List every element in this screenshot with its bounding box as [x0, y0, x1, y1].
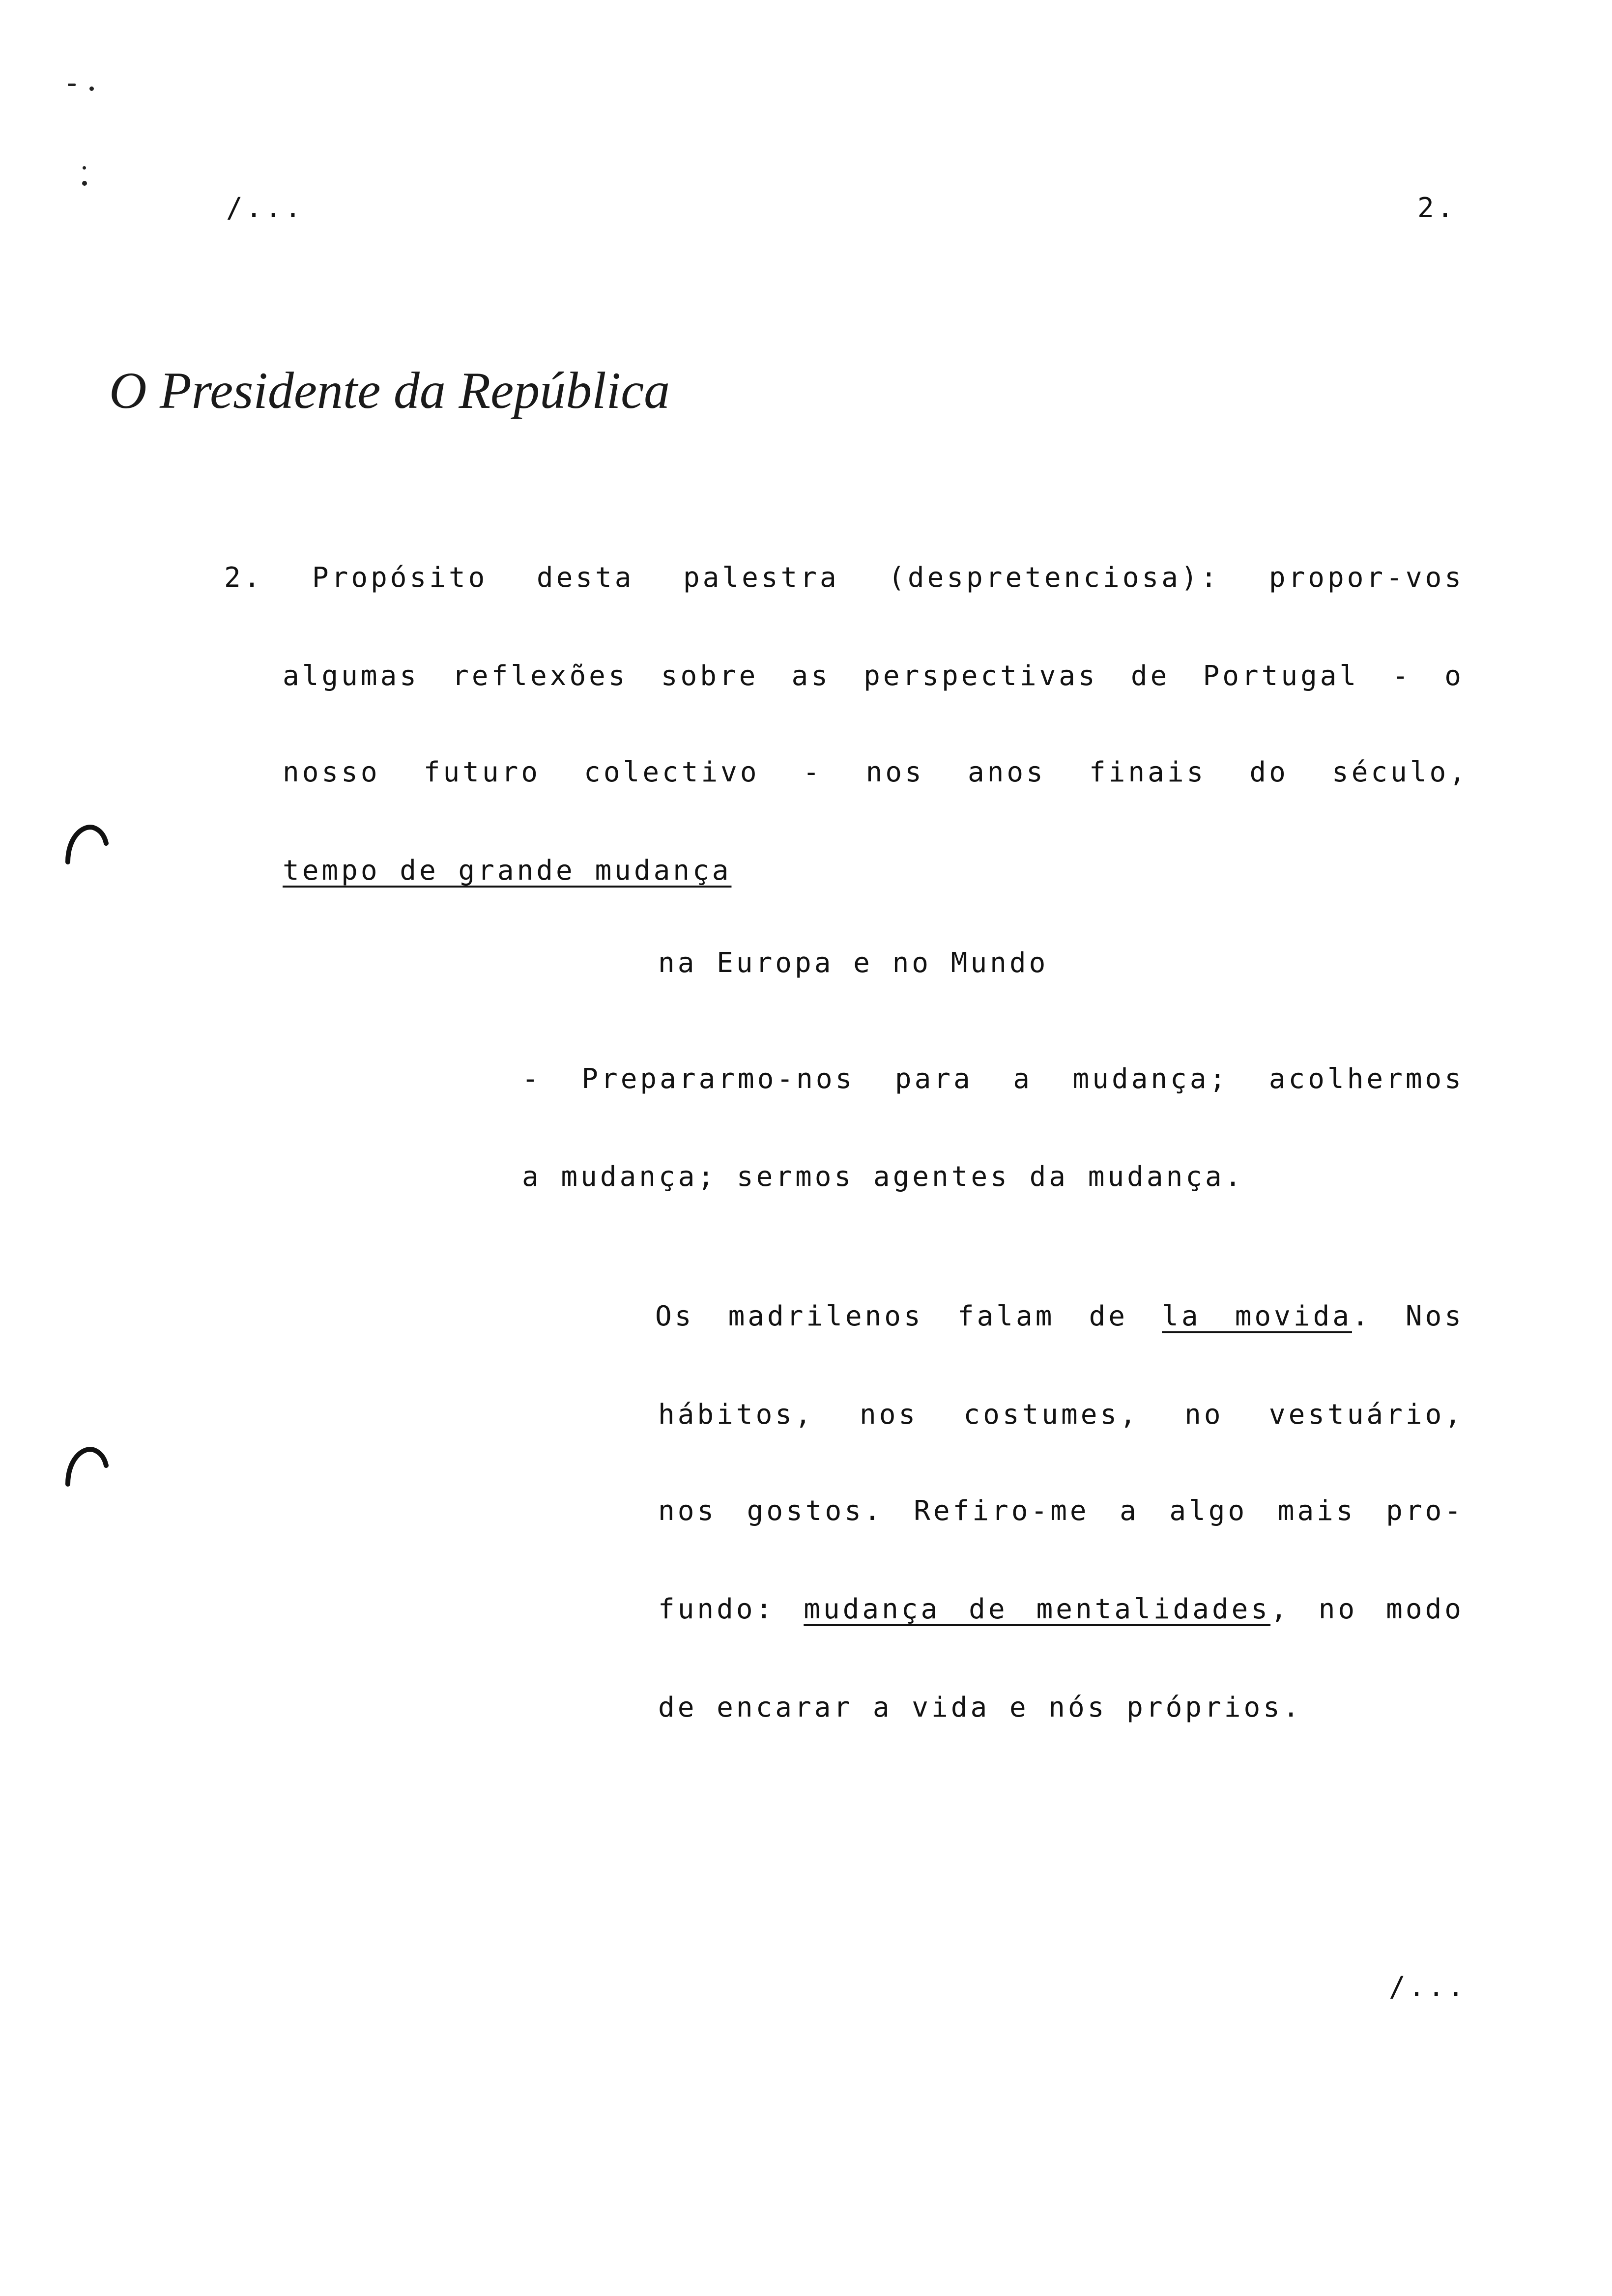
body-line: [283, 857, 731, 885]
scan-speck: [82, 181, 87, 186]
text-segment: Os madrilenos falam de: [655, 1300, 1128, 1332]
scan-speck: [83, 166, 86, 170]
letterhead: O Presidente da República: [109, 362, 670, 419]
text-segment: , no modo: [1270, 1593, 1464, 1625]
footer-continuation-mark: /...: [1389, 1971, 1467, 2003]
body-line: na Europa e no Mundo: [658, 947, 1049, 979]
underlined-phrase: la movida: [1162, 1300, 1352, 1332]
body-line: hábitos, nos costumes, no vestuário,: [658, 1399, 1464, 1431]
underlined-phrase: tempo de grande mudança: [283, 855, 732, 887]
body-line: [655, 1300, 1464, 1332]
body-line: - Prepararmo-nos para a mudança; acolhermos: [522, 1063, 1464, 1095]
body-line: nos gostos. Refiro-me a algo mais pro-: [658, 1495, 1464, 1527]
body-line: a mudança; sermos agentes da mudança.: [522, 1161, 1244, 1193]
scan-speck: [68, 84, 76, 86]
body-line: 2. Propósito desta palestra (despretenciosa): propor-vos: [224, 562, 1464, 594]
body-line: nosso futuro colectivo - nos anos finais do século,: [283, 756, 1468, 788]
punch-mark-arc: [63, 818, 110, 867]
header-continuation-mark: /...: [226, 192, 304, 224]
underlined-phrase: mudança de mentalidades: [804, 1593, 1271, 1625]
page-number: 2.: [1417, 192, 1457, 224]
body-line: de encarar a vida e nós próprios.: [658, 1692, 1302, 1723]
body-line: [658, 1593, 1464, 1625]
body-line: algumas reflexões sobre as perspectivas de Portugal - o: [283, 660, 1464, 692]
text-segment: . Nos: [1352, 1300, 1464, 1332]
text-segment: fundo:: [658, 1593, 776, 1625]
punch-mark-arc: [63, 1440, 110, 1489]
scan-speck: [89, 86, 94, 91]
